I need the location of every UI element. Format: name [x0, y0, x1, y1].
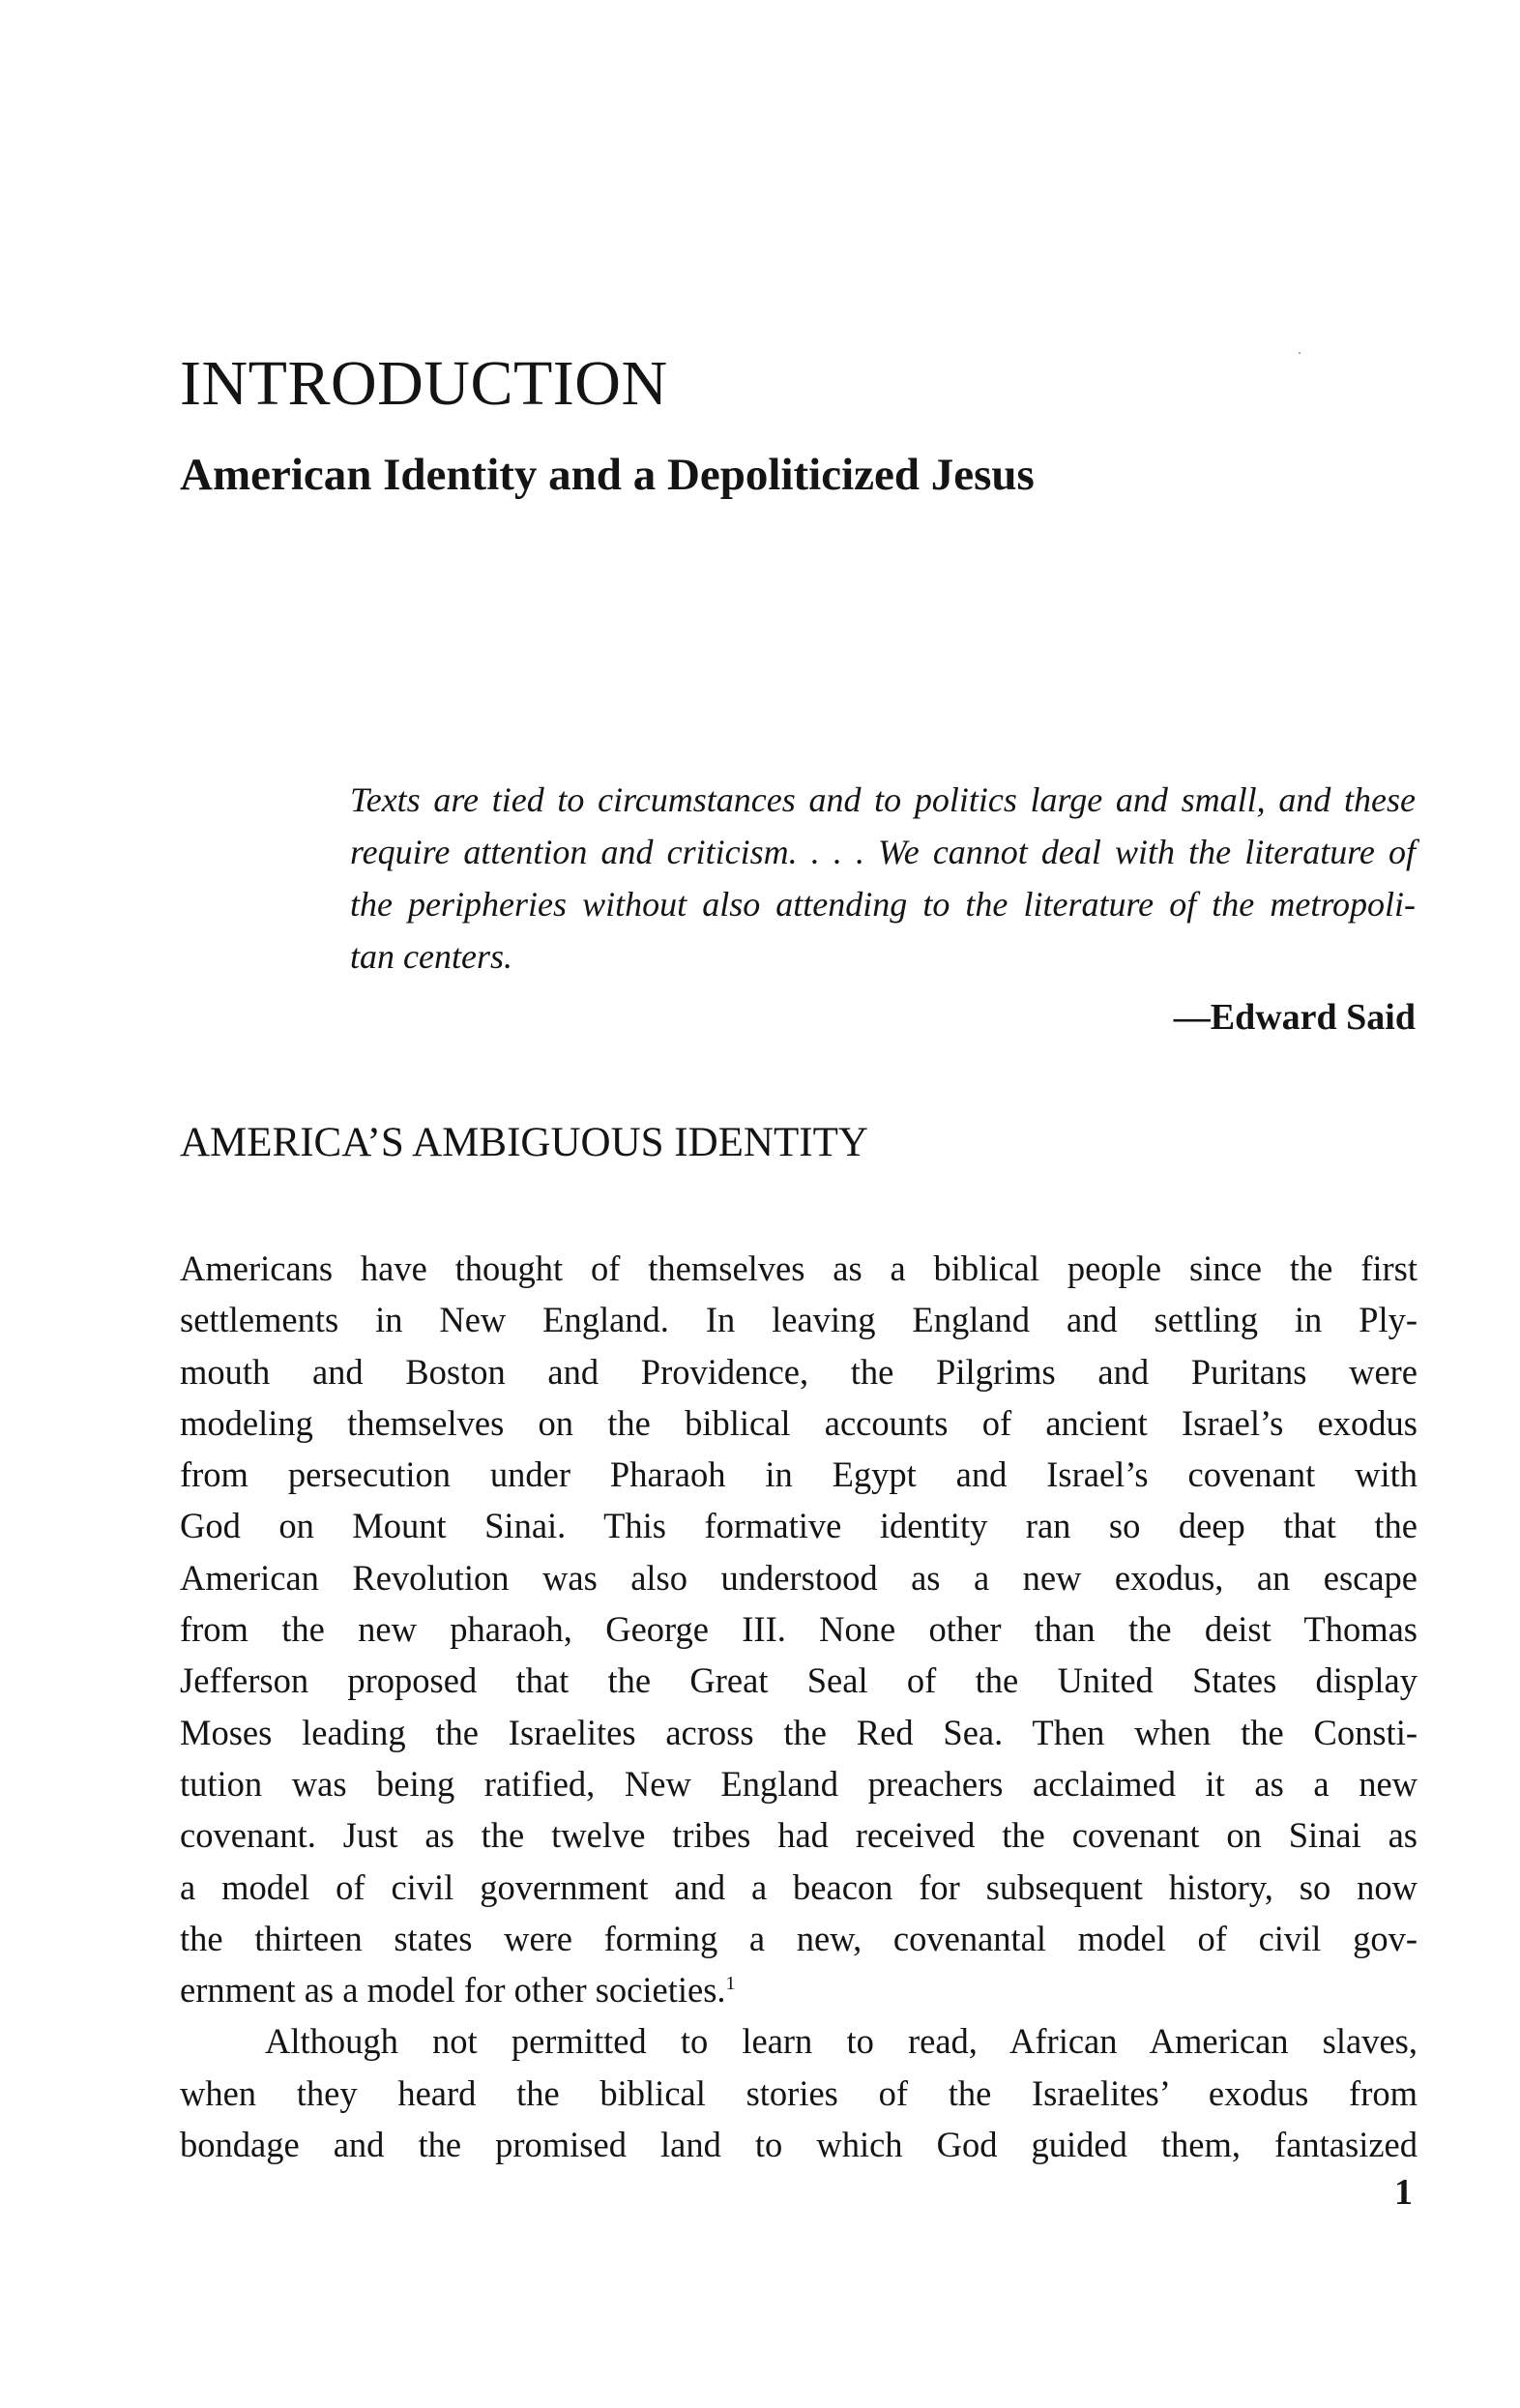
epigraph — [350, 774, 1416, 983]
chapter-title: INTRODUCTION — [180, 348, 668, 419]
epigraph-line: require attention and criticism. . . . We cannot deal with the literature of — [350, 833, 1416, 871]
chapter-subtitle: American Identity and a Depoliticized Jesus — [180, 450, 1035, 500]
paragraph — [180, 1243, 1418, 2015]
text-line: American Revolution was also understood as a new exodus, an escape — [180, 1557, 1418, 1598]
text-line: tution was being ratified, New England preachers acclaimed it as a new — [180, 1763, 1418, 1804]
text-line: mouth and Boston and Providence, the Pilgrims and Puritans were — [180, 1351, 1418, 1392]
text-line: the thirteen states were forming a new, covenantal model of civil gov- — [180, 1918, 1418, 1958]
text-line: bondage and the promised land to which God guided them, fantasized — [180, 2125, 1418, 2165]
text-line: Moses leading the Israelites across the Red Sea. Then when the Consti- — [180, 1712, 1418, 1752]
page-number: 1 — [1394, 2172, 1413, 2213]
section-heading: AMERICA’S AMBIGUOUS IDENTITY — [180, 1120, 868, 1165]
paragraph — [180, 2015, 1418, 2170]
text-line: Jefferson proposed that the Great Seal of the United States display — [180, 1660, 1418, 1701]
epigraph-attribution: —Edward Said — [1173, 997, 1416, 1038]
text-line-last — [180, 1964, 1418, 2015]
text-line: covenant. Just as the twelve tribes had received the covenant on Sinai as — [180, 1815, 1418, 1856]
text-line: when they heard the biblical stories of the Israelites’ exodus from — [180, 2072, 1418, 2113]
text-line: Although not permitted to learn to read, African American slaves, — [265, 2021, 1418, 2062]
text-line: settlements in New England. In leaving England and settling in Ply- — [180, 1300, 1418, 1340]
text-line: from persecution under Pharaoh in Egypt and Israel’s covenant with — [180, 1454, 1418, 1495]
text-line: a model of civil government and a beacon for subsequent history, so now — [180, 1866, 1418, 1907]
text-line: God on Mount Sinai. This formative identity ran so deep that the — [180, 1506, 1418, 1546]
text-line: modeling themselves on the biblical accounts of ancient Israel’s exodus — [180, 1402, 1418, 1443]
footnote-marker: 1 — [725, 1973, 736, 1994]
epigraph-line: Texts are tied to circumstances and to politics large and small, and these — [350, 780, 1416, 819]
text-line: Americans have thought of themselves as a biblical people since the first — [180, 1248, 1418, 1288]
text-line: from the new pharaoh, George III. None other than the deist Thomas — [180, 1609, 1418, 1650]
print-speck — [1299, 352, 1301, 354]
body-text — [180, 1243, 1418, 2170]
text-line: ernment as a model for other societies. — [180, 1970, 726, 2011]
epigraph-line: tan centers. — [350, 937, 512, 976]
epigraph-line: the peripheries without also attending to the literature of the metropoli- — [350, 885, 1416, 924]
